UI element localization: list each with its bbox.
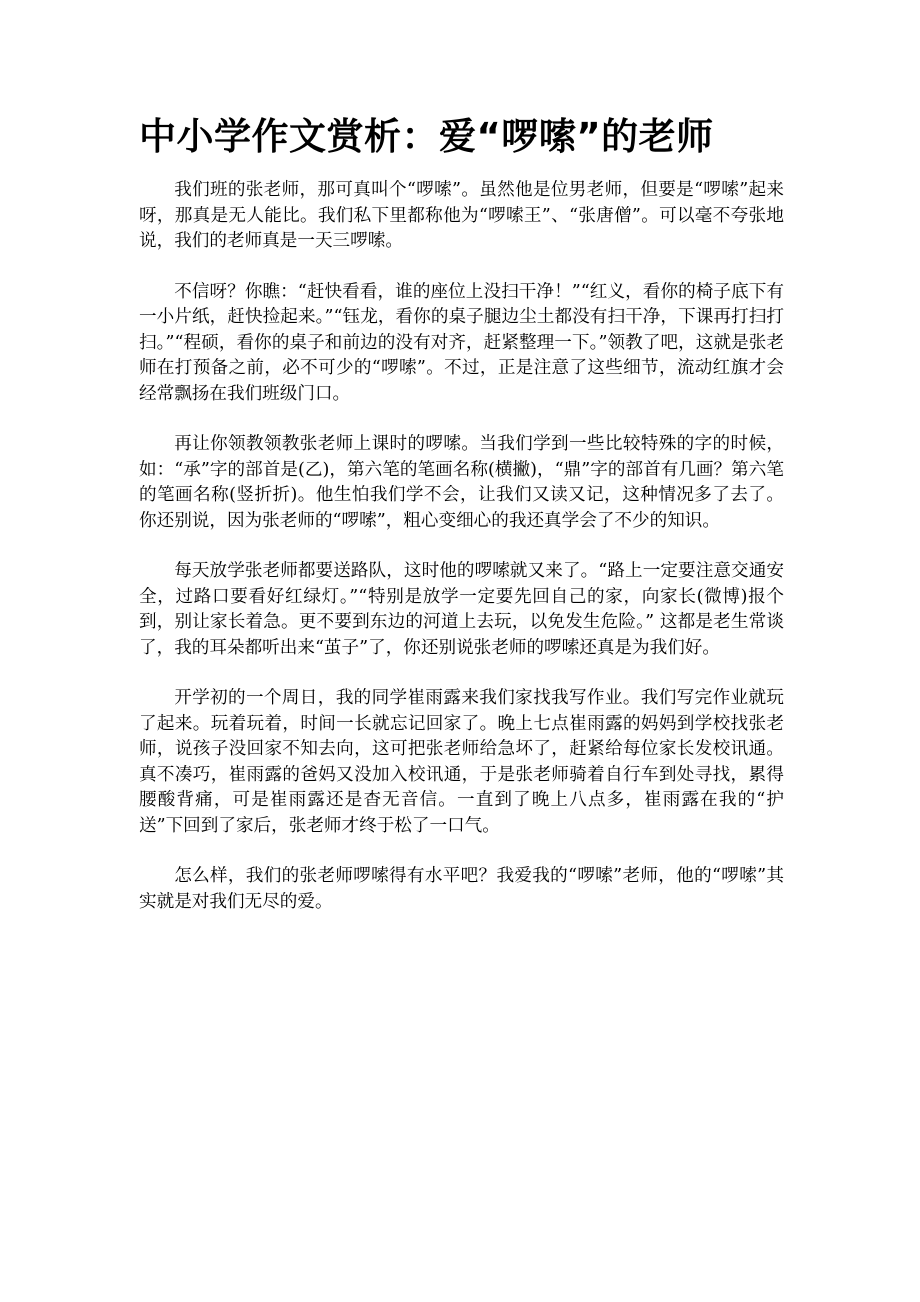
paragraph-5: 开学初的一个周日，我的同学崔雨露来我们家找我写作业。我们写完作业就玩了起来。玩着玩着，时间一长就忘记回家了。晚上七点崔雨露的妈妈到学校找张老师，说孩子没回家不知去向，这可把张老师给急坏了，赶紧给每位家长发校讯通。真不凑巧，崔雨露的爸妈又没加入校讯通，于是张老师骑着自行车到处寻找，累得腰酸背痛，可是崔雨露还是杳无音信。一直到了晚上八点多，崔雨露在我的“护送”下回到了家后，张老师才终于松了一口气。 — [139, 688, 784, 836]
paragraph-6: 怎么样，我们的张老师啰嗦得有水平吧？我爱我的“啰嗦”老师，他的“啰嗦”其实就是对我们无尽的爱。 — [139, 866, 784, 912]
paragraph-2: 不信呀？你瞧：“赶快看看，谁的座位上没扫干净！”“红义，看你的椅子底下有一小片纸，赶快捡起来。”“钰龙，看你的桌子腿边尘土都没有扫干净，下课再打扫打扫。”“程硕，看你的桌子和前边的没有对齐，赶紧整理一下。”领教了吧，这就是张老师在打预备之前，必不可少的“啰嗦”。不过，正是注意了这些细节，流动红旗才会经常飘扬在我们班级门口。 — [139, 281, 784, 404]
document-title: 中小学作文赏析：爱“啰嗦”的老师 — [139, 115, 714, 158]
document-body — [139, 178, 784, 940]
paragraph-1: 我们班的张老师，那可真叫个“啰嗦”。虽然他是位男老师，但要是“啰嗦”起来呀，那真是无人能比。我们私下里都称他为“啰嗦王”、“张唐僧”。可以毫不夸张地说，我们的老师真是一天三啰嗦。 — [139, 180, 784, 251]
paragraph-3: 再让你领教领教张老师上课时的啰嗦。当我们学到一些比较特殊的字的时候，如：“承”字的部首是(乙)，第六笔的笔画名称(横撇)，“鼎”字的部首有几画？第六笔的笔画名称(竖折折)。他生怕我们学不会，让我们又读又记，这种情况多了去了。你还别说，因为张老师的“啰嗦”，粗心变细心的我还真学会了不少的知识。 — [139, 434, 784, 531]
paragraph-4: 每天放学张老师都要送路队，这时他的啰嗦就又来了。“路上一定要注意交通安全，过路口要看好红绿灯。”“特别是放学一定要先回自己的家，向家长(微博)报个到，别让家长着急。更不要到东边的河道上去玩，以免发生危险。” 这都是老生常谈了，我的耳朵都听出来“茧子”了，你还别说张老师的啰嗦还真是为我们好。 — [139, 561, 784, 658]
